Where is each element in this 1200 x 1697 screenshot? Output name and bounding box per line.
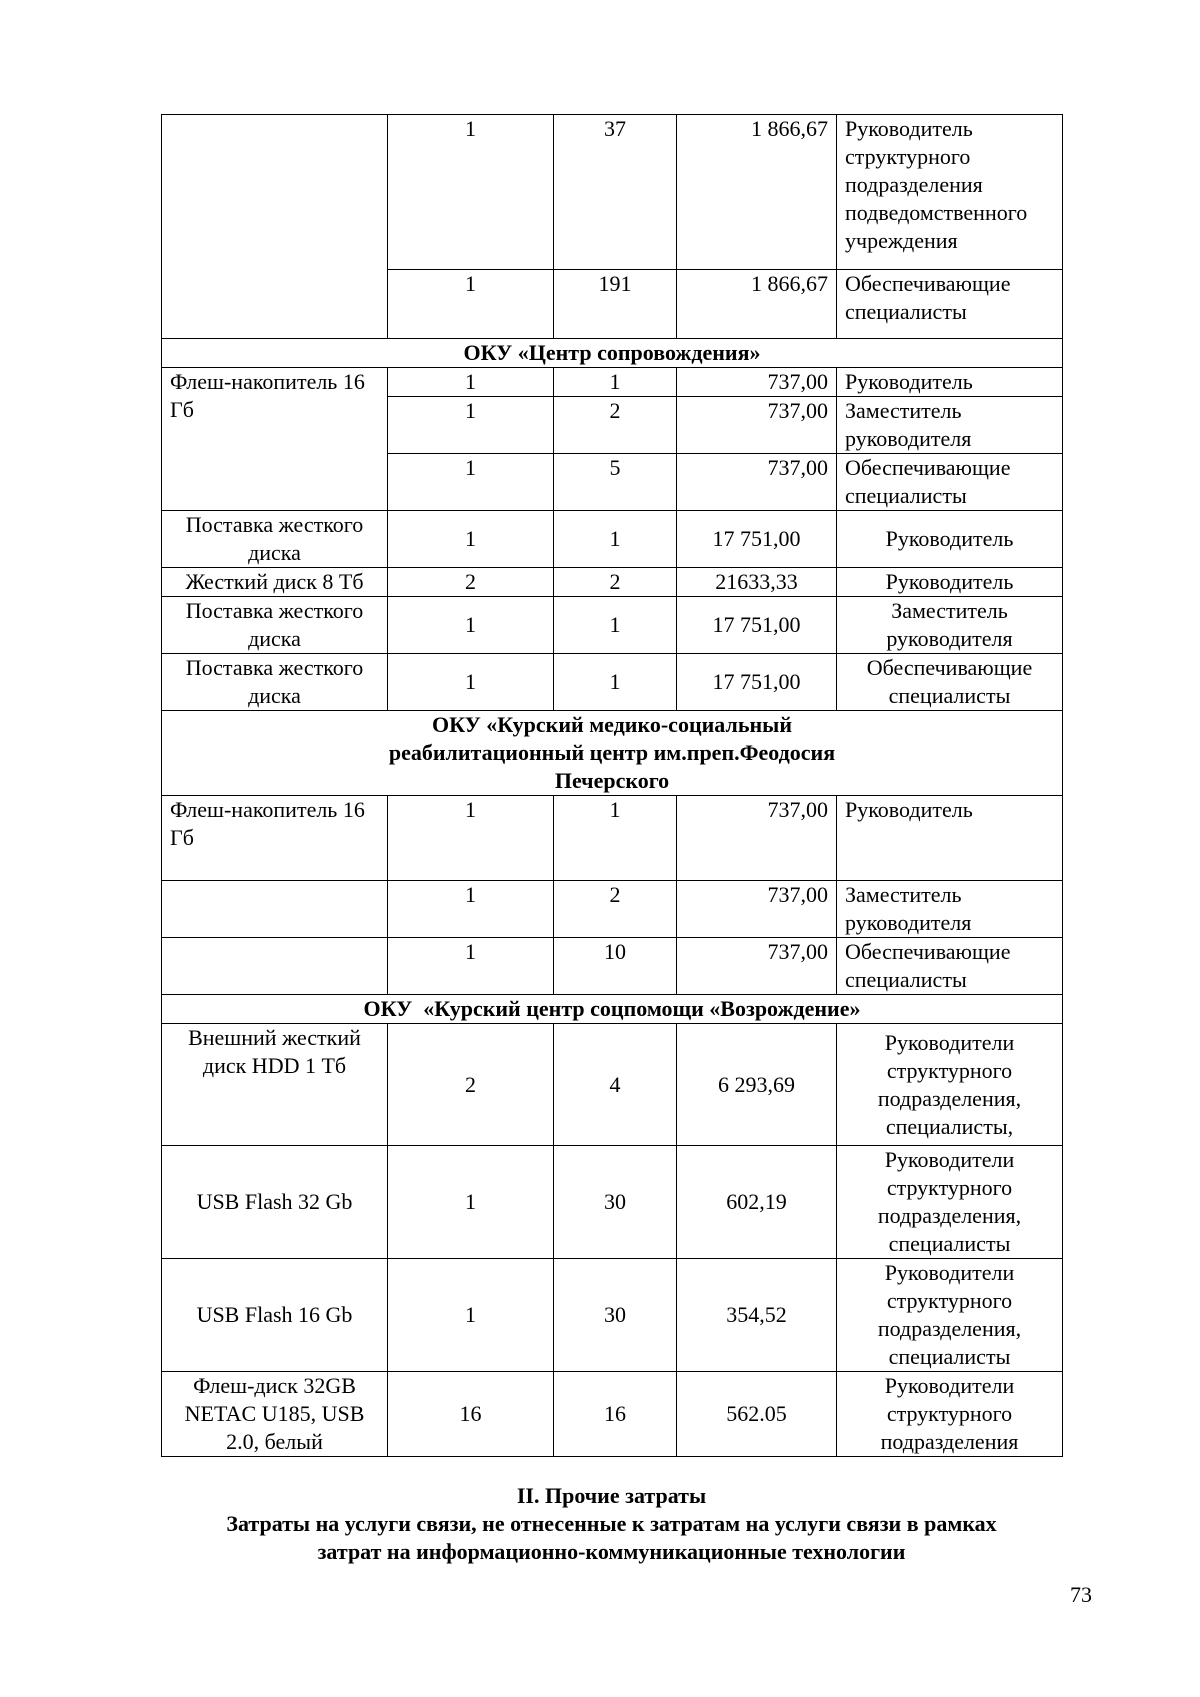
role-cell: Руководители структурного подразделения, специалисты (837, 1146, 1063, 1259)
role-cell: Руководители структурного подразделения, специалисты (837, 1259, 1063, 1372)
section-title: ОКУ «Центр сопровождения» (162, 339, 1063, 368)
qty-cell: 1 (388, 796, 554, 881)
count-cell: 2 (554, 397, 677, 454)
footer-subheading: Затраты на услуги связи, не отнесенные к затратам на услуги связи в рамках затрат на информационно-коммуникационные технологии (226, 1511, 997, 1564)
qty-cell: 1 (388, 115, 554, 270)
price-cell: 737,00 (677, 397, 837, 454)
section-header-row (162, 339, 1063, 368)
role-cell: Руководители структурного подразделения (837, 1372, 1063, 1457)
role-cell: Руководитель (837, 368, 1063, 397)
item-name-cell: Флеш-диск 32GB NETAC U185, USB 2.0, белый (162, 1372, 388, 1457)
role-cell: Заместитель руководителя (837, 881, 1063, 938)
section-header-row (162, 711, 1063, 796)
count-cell: 10 (554, 938, 677, 995)
price-cell: 1 866,67 (677, 115, 837, 270)
count-cell: 30 (554, 1146, 677, 1259)
table-row (162, 1146, 1063, 1259)
table-row (162, 881, 1063, 938)
table-row (162, 368, 1063, 397)
count-cell: 1 (554, 368, 677, 397)
role-cell: Обеспечивающие специалисты (837, 654, 1063, 711)
price-cell: 354,52 (677, 1259, 837, 1372)
table-row (162, 1259, 1063, 1372)
item-name-cell: Внешний жесткий диск HDD 1 Тб (162, 1024, 388, 1146)
qty-cell: 1 (388, 881, 554, 938)
role-cell: Заместитель руководителя (837, 397, 1063, 454)
item-name-cell: USB Flash 32 Gb (162, 1146, 388, 1259)
price-cell: 737,00 (677, 796, 837, 881)
table-row (162, 796, 1063, 881)
table-row (162, 654, 1063, 711)
role-cell: Обеспечивающие специалисты (837, 454, 1063, 511)
count-cell: 191 (554, 270, 677, 339)
count-cell: 2 (554, 881, 677, 938)
count-cell: 1 (554, 511, 677, 568)
price-cell: 737,00 (677, 938, 837, 995)
item-name-cell: Поставка жесткого диска (162, 511, 388, 568)
qty-cell: 1 (388, 397, 554, 454)
section-title: ОКУ «Курский медико-социальный реабилитационный центр им.преп.Феодосия Печерского (162, 711, 1063, 796)
count-cell: 30 (554, 1259, 677, 1372)
table-row (162, 1372, 1063, 1457)
cost-table (161, 114, 1063, 1457)
item-name-cell (162, 881, 388, 938)
price-cell: 737,00 (677, 881, 837, 938)
role-cell: Руководители структурного подразделения, специалисты, (837, 1024, 1063, 1146)
role-cell: Руководитель (837, 796, 1063, 881)
footer-heading: II. Прочие затраты (516, 1483, 707, 1508)
item-name-cell (162, 115, 388, 339)
qty-cell: 1 (388, 270, 554, 339)
role-cell: Обеспечивающие специалисты (837, 270, 1063, 339)
table-row (162, 938, 1063, 995)
qty-cell: 1 (388, 454, 554, 511)
count-cell: 1 (554, 796, 677, 881)
item-name-cell: Поставка жесткого диска (162, 654, 388, 711)
count-cell: 5 (554, 454, 677, 511)
qty-cell: 1 (388, 1259, 554, 1372)
table-row (162, 1024, 1063, 1146)
price-cell: 6 293,69 (677, 1024, 837, 1146)
role-cell: Руководитель структурного подразделения подведомственного учреждения (837, 115, 1063, 270)
count-cell: 1 (554, 654, 677, 711)
price-cell: 1 866,67 (677, 270, 837, 339)
table-row (162, 597, 1063, 654)
role-cell: Заместитель руководителя (837, 597, 1063, 654)
count-cell: 1 (554, 597, 677, 654)
item-name-cell: Жесткий диск 8 Тб (162, 568, 388, 597)
qty-cell: 1 (388, 938, 554, 995)
count-cell: 16 (554, 1372, 677, 1457)
item-name-cell: Флеш-накопитель 16 Гб (162, 796, 388, 881)
role-cell: Обеспечивающие специалисты (837, 938, 1063, 995)
qty-cell: 1 (388, 368, 554, 397)
qty-cell: 2 (388, 568, 554, 597)
qty-cell: 1 (388, 1146, 554, 1259)
price-cell: 21633,33 (677, 568, 837, 597)
role-cell: Руководитель (837, 511, 1063, 568)
price-cell: 737,00 (677, 368, 837, 397)
section-header-row (162, 995, 1063, 1024)
table-row (162, 568, 1063, 597)
price-cell: 17 751,00 (677, 654, 837, 711)
qty-cell: 1 (388, 654, 554, 711)
count-cell: 37 (554, 115, 677, 270)
table-row (162, 511, 1063, 568)
section-footer (161, 1482, 1062, 1566)
qty-cell: 2 (388, 1024, 554, 1146)
table-row (162, 115, 1063, 270)
price-cell: 562.05 (677, 1372, 837, 1457)
count-cell: 4 (554, 1024, 677, 1146)
section-title: ОКУ «Курский центр соцпомощи «Возрождение» (162, 995, 1063, 1024)
count-cell: 2 (554, 568, 677, 597)
qty-cell: 1 (388, 511, 554, 568)
item-name-cell (162, 938, 388, 995)
item-name-cell: USB Flash 16 Gb (162, 1259, 388, 1372)
price-cell: 17 751,00 (677, 597, 837, 654)
role-cell: Руководитель (837, 568, 1063, 597)
price-cell: 737,00 (677, 454, 837, 511)
item-name-cell: Поставка жесткого диска (162, 597, 388, 654)
price-cell: 602,19 (677, 1146, 837, 1259)
price-cell: 17 751,00 (677, 511, 837, 568)
qty-cell: 1 (388, 597, 554, 654)
item-name-cell: Флеш-накопитель 16 Гб (162, 368, 388, 511)
page-number: 73 (1070, 1582, 1092, 1607)
qty-cell: 16 (388, 1372, 554, 1457)
